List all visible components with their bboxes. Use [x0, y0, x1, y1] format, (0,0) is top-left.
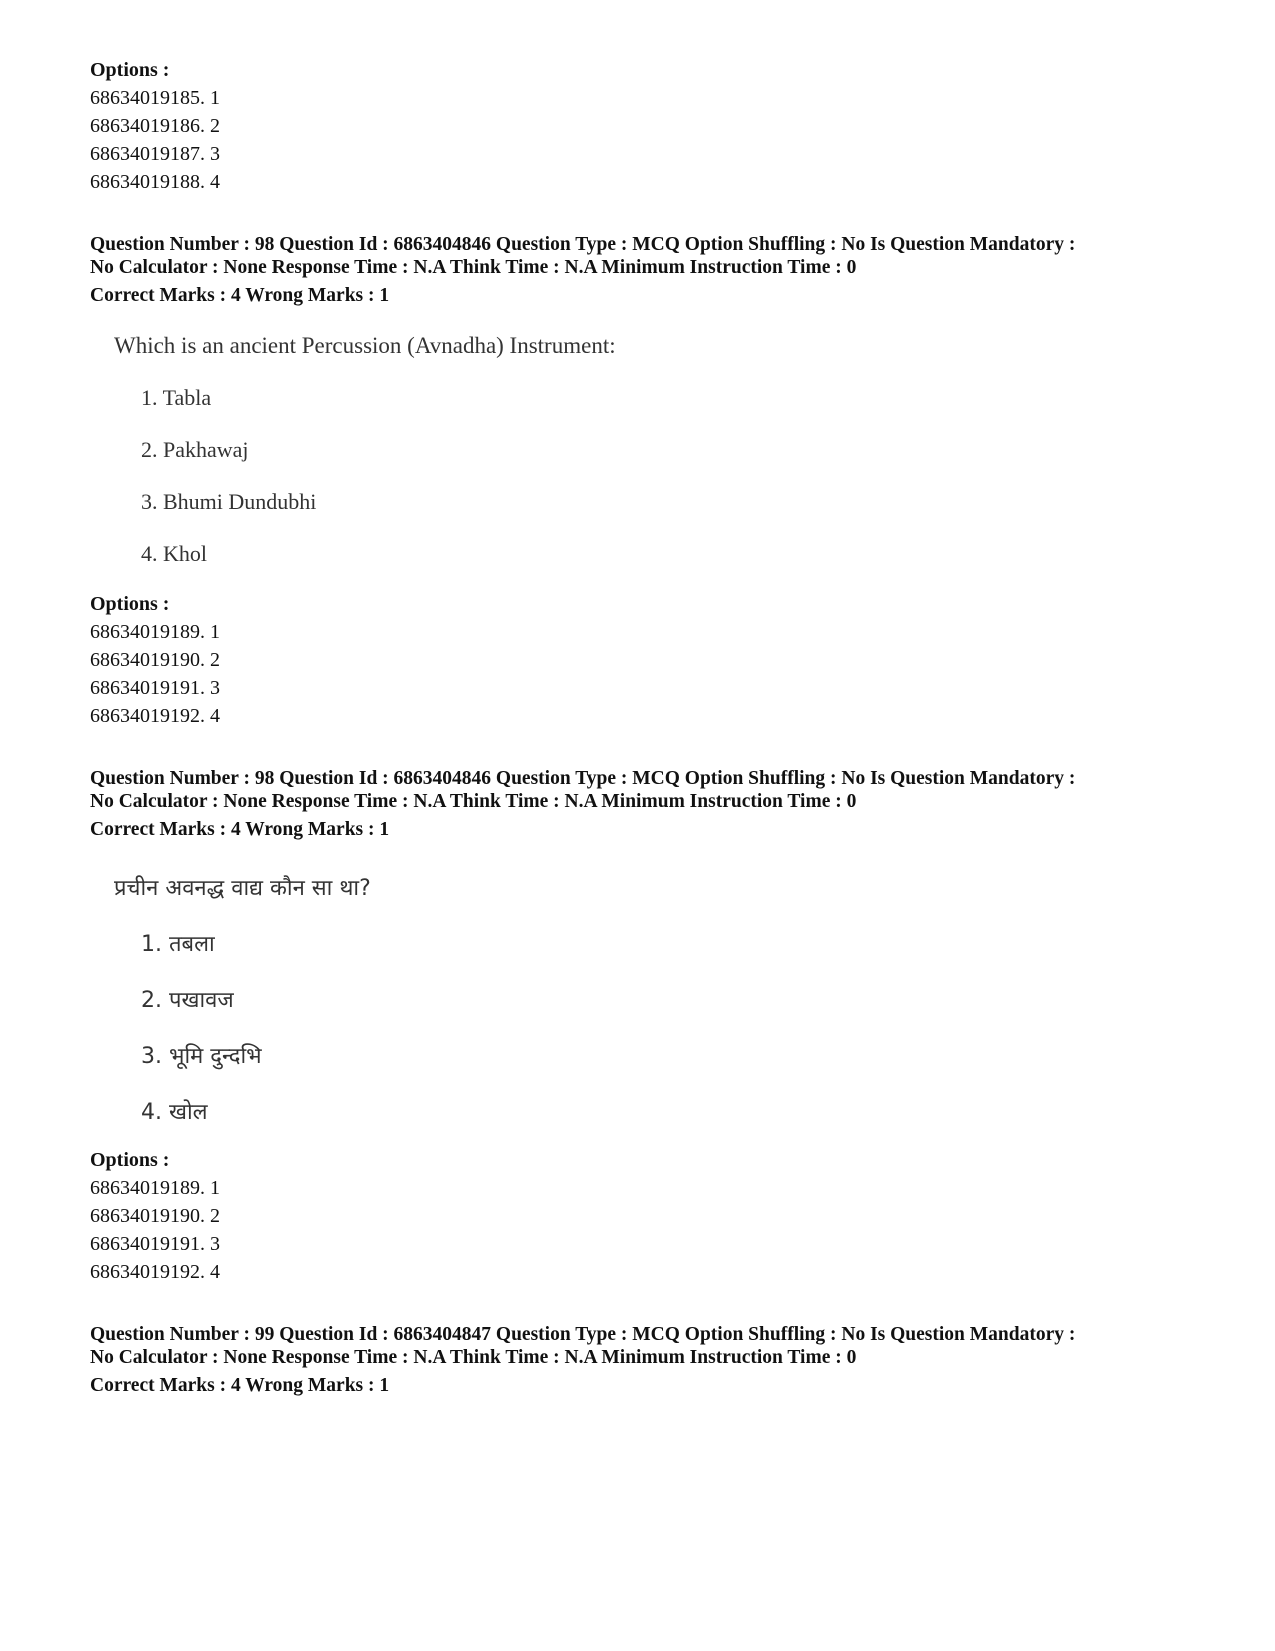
question-choice-hindi: 1. तबला: [141, 932, 215, 957]
option-line: 68634019189. 1: [90, 1177, 220, 1199]
options-label: Options :: [90, 59, 170, 81]
options-label: Options :: [90, 1149, 170, 1171]
question-meta-line2: No Calculator : None Response Time : N.A Think Time : N.A Minimum Instruction Time : 0: [90, 791, 857, 812]
option-line: 68634019191. 3: [90, 1233, 220, 1255]
question-meta-line2: No Calculator : None Response Time : N.A Think Time : N.A Minimum Instruction Time : 0: [90, 257, 857, 278]
option-line: 68634019192. 4: [90, 705, 220, 727]
option-line: 68634019191. 3: [90, 677, 220, 699]
option-line: 68634019188. 4: [90, 171, 220, 193]
question-choice-hindi: 4. खोल: [141, 1100, 208, 1125]
question-marks: Correct Marks : 4 Wrong Marks : 1: [90, 1375, 390, 1396]
option-line: 68634019187. 3: [90, 143, 220, 165]
option-line: 68634019192. 4: [90, 1261, 220, 1283]
question-marks: Correct Marks : 4 Wrong Marks : 1: [90, 819, 390, 840]
option-line: 68634019190. 2: [90, 1205, 220, 1227]
question-choice-hindi: 2. पखावज: [141, 988, 234, 1013]
question-choice: 2. Pakhawaj: [141, 437, 249, 462]
option-line: 68634019186. 2: [90, 115, 220, 137]
question-meta-line1: Question Number : 99 Question Id : 6863404847 Question Type : MCQ Option Shuffling : No Is Question Mandatory :: [90, 1324, 1076, 1345]
question-marks: Correct Marks : 4 Wrong Marks : 1: [90, 285, 390, 306]
question-text-hindi: प्रचीन अवनद्ध वाद्य कौन सा था?: [114, 876, 371, 901]
option-line: 68634019185. 1: [90, 87, 220, 109]
options-label: Options :: [90, 593, 170, 615]
question-choice-hindi: 3. भूमि दुन्दभि: [141, 1044, 262, 1069]
question-choice: 1. Tabla: [141, 385, 212, 410]
question-choice: 4. Khol: [141, 541, 207, 566]
option-line: 68634019190. 2: [90, 649, 220, 671]
question-meta-line1: Question Number : 98 Question Id : 6863404846 Question Type : MCQ Option Shuffling : No Is Question Mandatory :: [90, 768, 1076, 789]
question-meta-line1: Question Number : 98 Question Id : 6863404846 Question Type : MCQ Option Shuffling : No Is Question Mandatory :: [90, 234, 1076, 255]
question-meta-line2: No Calculator : None Response Time : N.A Think Time : N.A Minimum Instruction Time : 0: [90, 1347, 857, 1368]
option-line: 68634019189. 1: [90, 621, 220, 643]
question-choice: 3. Bhumi Dundubhi: [141, 489, 317, 514]
question-text: Which is an ancient Percussion (Avnadha) Instrument:: [114, 333, 616, 358]
